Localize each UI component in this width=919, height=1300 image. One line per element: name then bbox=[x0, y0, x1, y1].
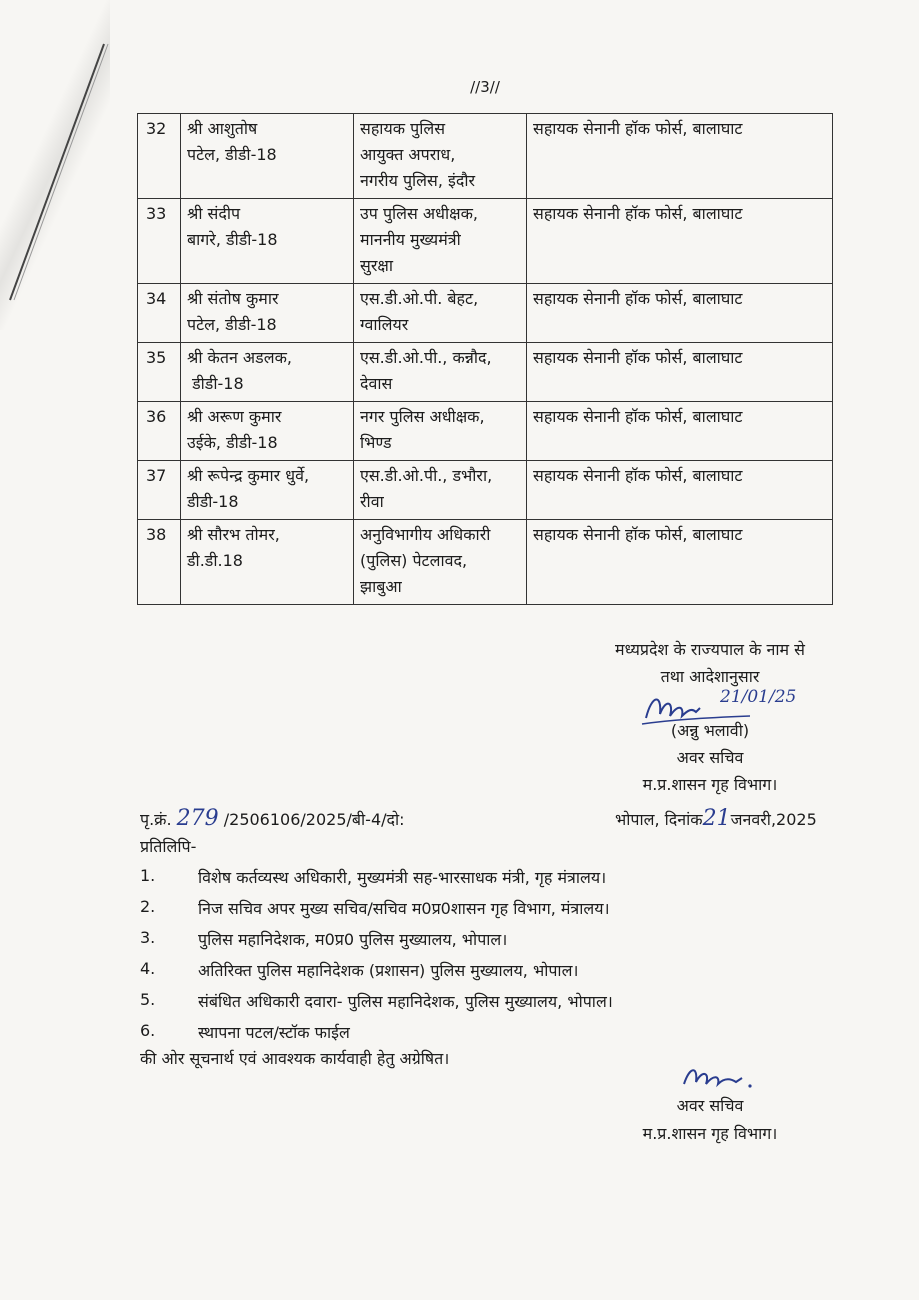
officer-name-cell-line: श्री अरूण कुमार bbox=[187, 407, 282, 426]
reference-number bbox=[140, 806, 405, 831]
serial-number-cell: 36 bbox=[138, 402, 181, 461]
place-date bbox=[615, 806, 817, 831]
page-number: //3// bbox=[470, 78, 500, 96]
list-item-number: 3. bbox=[140, 928, 156, 947]
officer-name-cell bbox=[181, 520, 354, 605]
officer-name-cell-line: श्री आशुतोष bbox=[187, 119, 258, 138]
serial-number-cell: 38 bbox=[138, 520, 181, 605]
signatory-name: (अन्नु भलावी) bbox=[670, 721, 750, 740]
new-post-cell: सहायक सेनानी हॉक फोर्स, बालाघाट bbox=[527, 461, 833, 520]
current-post-cell bbox=[354, 284, 527, 343]
current-post-cell-line: (पुलिस) पेटलावद, bbox=[360, 551, 468, 570]
officer-name-cell-line: पटेल, डीडी-18 bbox=[187, 315, 277, 334]
serial-number-cell: 33 bbox=[138, 199, 181, 284]
reference-suffix: /2506106/2025/बी-4/दो: bbox=[223, 810, 405, 829]
table-row bbox=[138, 199, 833, 284]
reference-handwritten-number: 279 bbox=[176, 806, 219, 831]
list-item-number: 2. bbox=[140, 897, 156, 916]
officer-name-cell-line: डी.डी.18 bbox=[187, 551, 243, 570]
current-post-cell-line: सहायक पुलिस bbox=[360, 119, 446, 138]
new-post-cell: सहायक सेनानी हॉक फोर्स, बालाघाट bbox=[527, 402, 833, 461]
officer-name-cell-line: श्री रूपेन्द्र कुमार धुर्वे, bbox=[187, 466, 310, 485]
officer-name-cell-line: श्री संदीप bbox=[187, 204, 241, 223]
current-post-cell bbox=[354, 343, 527, 402]
order-line: तथा आदेशानुसार bbox=[660, 667, 760, 686]
serial-number-cell: 35 bbox=[138, 343, 181, 402]
list-item-text: अतिरिक्त पुलिस महानिदेशक (प्रशासन) पुलिस मुख्यालय, भोपाल। bbox=[198, 961, 579, 980]
department-2: म.प्र.शासन गृह विभाग। bbox=[642, 1124, 778, 1143]
new-post-cell: सहायक सेनानी हॉक फोर्स, बालाघाट bbox=[527, 284, 833, 343]
copy-list bbox=[140, 866, 840, 1052]
officer-name-cell-line: डीडी-18 bbox=[187, 374, 244, 393]
list-item bbox=[140, 866, 840, 897]
current-post-cell-line: आयुक्त अपराध, bbox=[360, 145, 456, 164]
list-item bbox=[140, 897, 840, 928]
current-post-cell bbox=[354, 461, 527, 520]
closing-block-2 bbox=[610, 1092, 810, 1148]
current-post-cell-line: माननीय मुख्यमंत्री bbox=[360, 230, 461, 249]
current-post-cell-line: उप पुलिस अधीक्षक, bbox=[360, 204, 478, 223]
new-post-cell: सहायक सेनानी हॉक फोर्स, बालाघाट bbox=[527, 520, 833, 605]
new-post-cell: सहायक सेनानी हॉक फोर्स, बालाघाट bbox=[527, 114, 833, 199]
current-post-cell bbox=[354, 520, 527, 605]
new-post-cell: सहायक सेनानी हॉक फोर्स, बालाघाट bbox=[527, 199, 833, 284]
table-row bbox=[138, 520, 833, 605]
new-post-cell: सहायक सेनानी हॉक फोर्स, बालाघाट bbox=[527, 343, 833, 402]
current-post-cell-line: झाबुआ bbox=[360, 577, 402, 596]
table-row bbox=[138, 461, 833, 520]
officer-name-cell-line: श्री संतोष कुमार bbox=[187, 289, 279, 308]
current-post-cell-line: भिण्ड bbox=[360, 433, 392, 452]
list-item-number: 4. bbox=[140, 959, 156, 978]
officer-name-cell bbox=[181, 402, 354, 461]
table-row bbox=[138, 284, 833, 343]
month-year: जनवरी,2025 bbox=[730, 810, 817, 829]
current-post-cell-line: अनुविभागीय अधिकारी bbox=[360, 525, 491, 544]
page-edge-mark bbox=[0, 0, 120, 320]
page-shadow bbox=[0, 0, 110, 330]
signatory-department: म.प्र.शासन गृह विभाग। bbox=[642, 775, 778, 794]
officer-name-cell-line: श्री सौरभ तोमर, bbox=[187, 525, 280, 544]
signature-row bbox=[560, 687, 860, 717]
list-item bbox=[140, 928, 840, 959]
officers-table bbox=[137, 113, 833, 605]
reference-prefix: पृ.क्रं. bbox=[140, 810, 172, 829]
list-item-number: 1. bbox=[140, 866, 156, 885]
officer-name-cell bbox=[181, 114, 354, 199]
officer-name-cell bbox=[181, 199, 354, 284]
current-post-cell-line: एस.डी.ओ.पी. बेहट, bbox=[360, 289, 479, 308]
officer-name-cell bbox=[181, 284, 354, 343]
officer-name-cell-line: बागरे, डीडी-18 bbox=[187, 230, 278, 249]
closing-block bbox=[560, 636, 860, 798]
signature-mark-2 bbox=[680, 1062, 760, 1096]
table-row bbox=[138, 402, 833, 461]
table-row bbox=[138, 114, 833, 199]
designation-2: अवर सचिव bbox=[676, 1096, 744, 1115]
current-post-cell bbox=[354, 199, 527, 284]
current-post-cell-line: एस.डी.ओ.पी., कन्नौद, bbox=[360, 348, 492, 367]
list-item-text: स्थापना पटल/स्टॉक फाईल bbox=[198, 1023, 350, 1042]
governor-line: मध्यप्रदेश के राज्यपाल के नाम से bbox=[615, 640, 805, 659]
serial-number-cell: 32 bbox=[138, 114, 181, 199]
list-item bbox=[140, 990, 840, 1021]
signature-date: 21/01/25 bbox=[720, 687, 797, 707]
list-item-text: पुलिस महानिदेशक, म0प्र0 पुलिस मुख्यालय, भोपाल। bbox=[198, 930, 508, 949]
officer-name-cell bbox=[181, 343, 354, 402]
current-post-cell-line: देवास bbox=[360, 374, 393, 393]
officer-name-cell-line: उईके, डीडी-18 bbox=[187, 433, 278, 452]
list-item bbox=[140, 959, 840, 990]
current-post-cell-line: नगरीय पुलिस, इंदौर bbox=[360, 171, 476, 190]
current-post-cell bbox=[354, 114, 527, 199]
current-post-cell-line: ग्वालियर bbox=[360, 315, 409, 334]
list-item-text: निज सचिव अपर मुख्य सचिव/सचिव म0प्र0शासन गृह विभाग, मंत्रालय। bbox=[198, 899, 610, 918]
forward-line: की ओर सूचनार्थ एवं आवश्यक कार्यवाही हेतु अग्रेषित। bbox=[140, 1049, 450, 1068]
officer-name-cell-line: डीडी-18 bbox=[187, 492, 239, 511]
list-item-number: 5. bbox=[140, 990, 156, 1009]
current-post-cell bbox=[354, 402, 527, 461]
copy-heading: प्रतिलिपि- bbox=[140, 837, 197, 856]
officer-name-cell-line: श्री केतन अडलक, bbox=[187, 348, 292, 367]
current-post-cell-line: नगर पुलिस अधीक्षक, bbox=[360, 407, 485, 426]
current-post-cell-line: एस.डी.ओ.पी., डभौरा, bbox=[360, 466, 493, 485]
list-item-text: विशेष कर्तव्यस्थ अधिकारी, मुख्यमंत्री सह-भारसाधक मंत्री, गृह मंत्रालय। bbox=[198, 868, 607, 887]
officer-name-cell bbox=[181, 461, 354, 520]
place-date-prefix: भोपाल, दिनांक bbox=[615, 810, 703, 829]
serial-number-cell: 34 bbox=[138, 284, 181, 343]
list-item-text: संबंधित अधिकारी दवारा- पुलिस महानिदेशक, पुलिस मुख्यालय, भोपाल। bbox=[198, 992, 613, 1011]
list-item-number: 6. bbox=[140, 1021, 156, 1040]
handwritten-day: 21 bbox=[702, 806, 731, 831]
table-row bbox=[138, 343, 833, 402]
signatory-designation: अवर सचिव bbox=[676, 748, 744, 767]
current-post-cell-line: सुरक्षा bbox=[360, 256, 393, 275]
officer-name-cell-line: पटेल, डीडी-18 bbox=[187, 145, 277, 164]
serial-number-cell: 37 bbox=[138, 461, 181, 520]
current-post-cell-line: रीवा bbox=[360, 492, 384, 511]
